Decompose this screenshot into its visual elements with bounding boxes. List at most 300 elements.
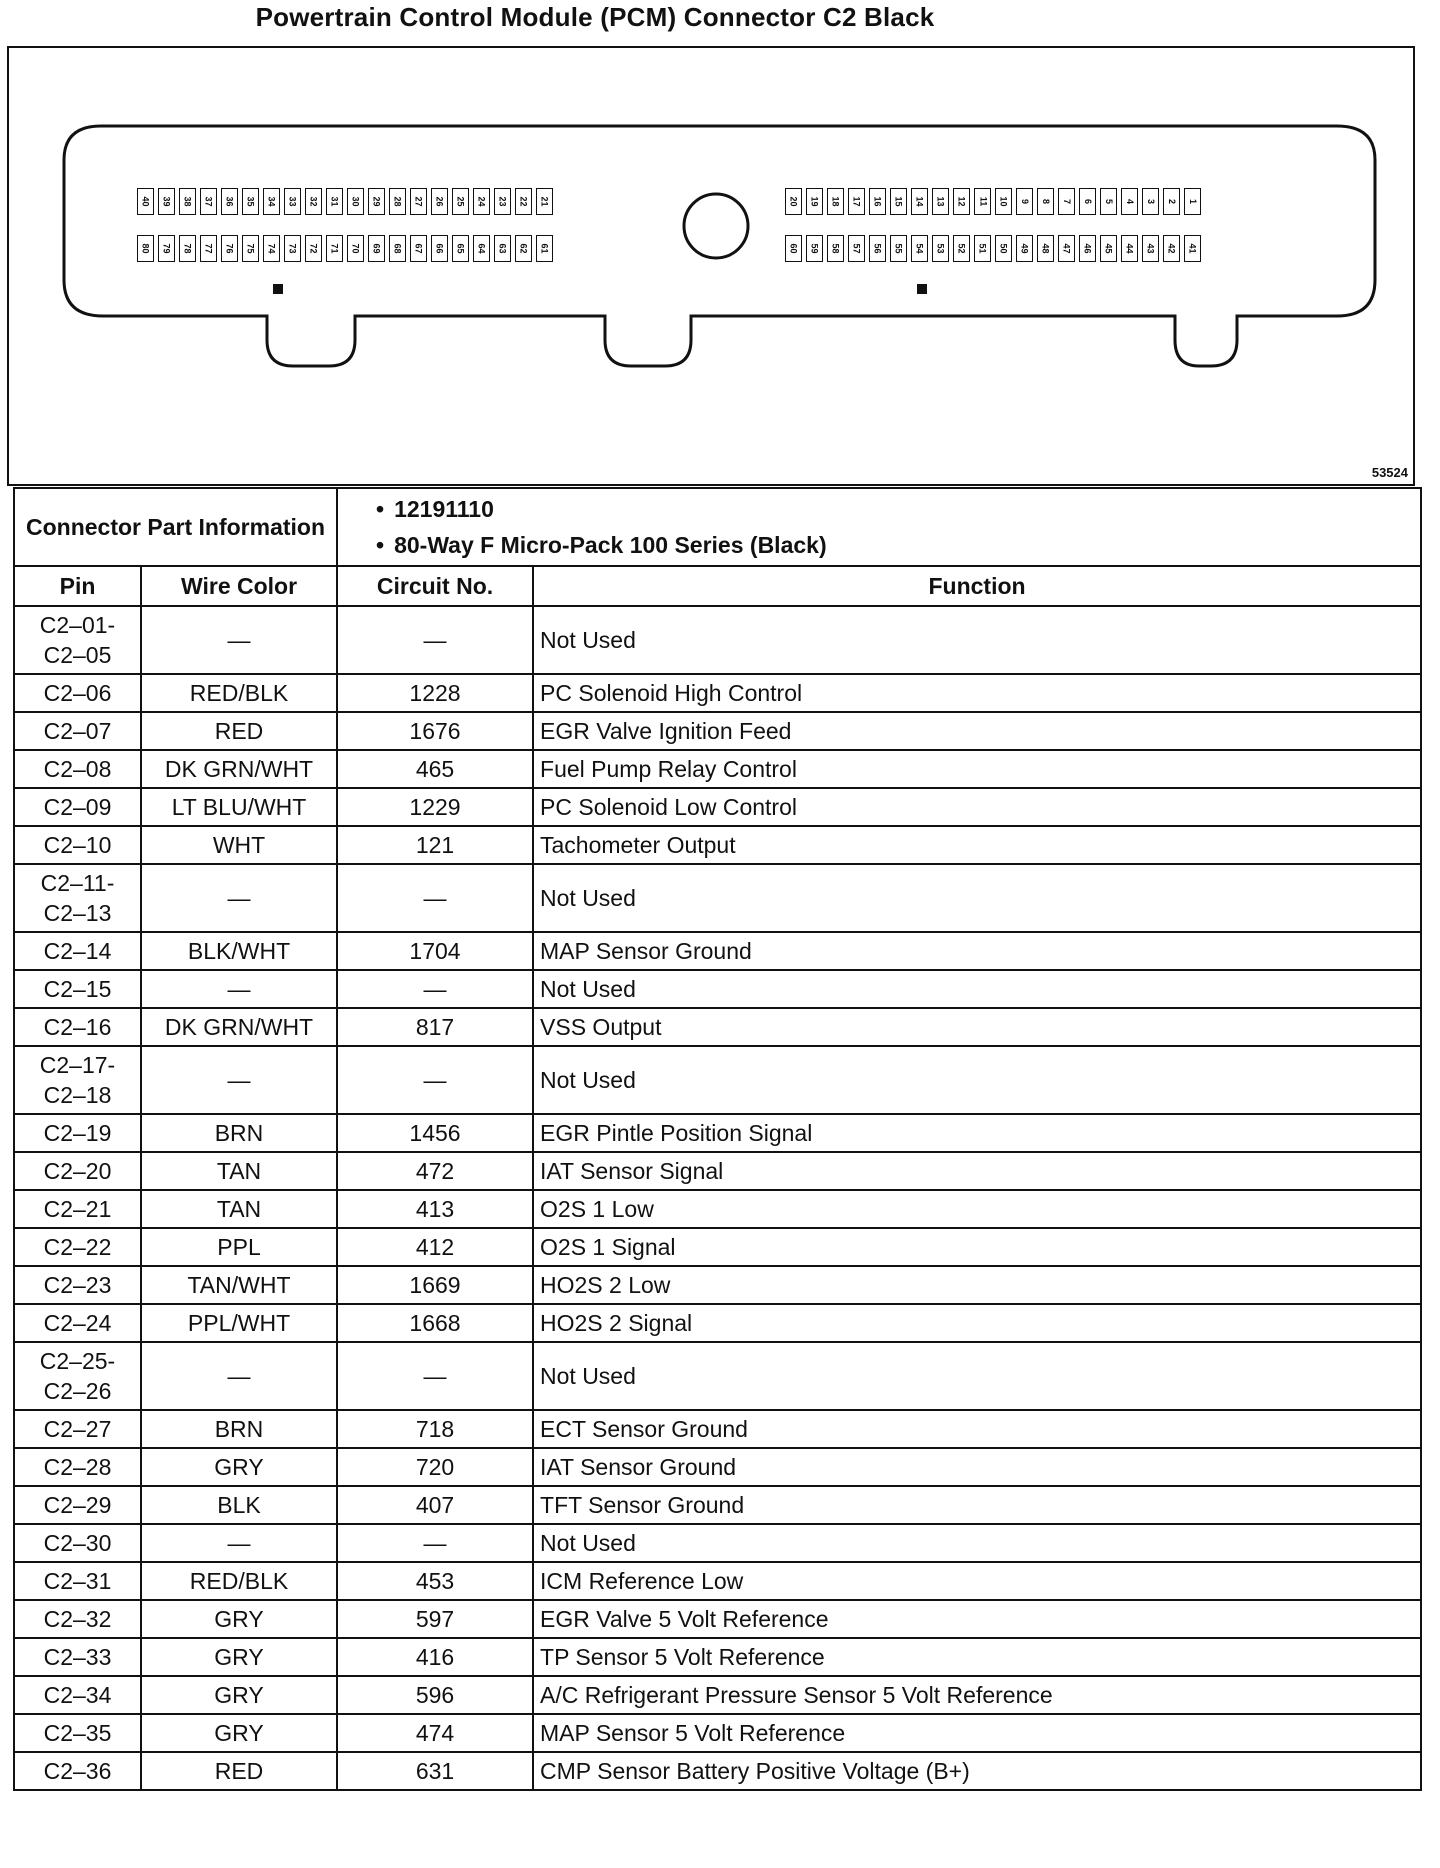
pin-cell: C2–11- C2–13 bbox=[14, 864, 141, 932]
table-row bbox=[14, 1046, 1421, 1114]
pin-cell: C2–20 bbox=[14, 1152, 141, 1190]
pin-cell: C2–19 bbox=[14, 1114, 141, 1152]
connector-pin-number: 30 bbox=[350, 196, 361, 207]
connector-pin-number: 28 bbox=[392, 196, 403, 207]
connector-pin-number: 43 bbox=[1145, 243, 1156, 254]
pin-cell: C2–30 bbox=[14, 1524, 141, 1562]
connector-pin bbox=[305, 188, 322, 215]
table-row bbox=[14, 606, 1421, 674]
circuit-cell: — bbox=[337, 864, 533, 932]
connector-pin-number: 18 bbox=[830, 196, 841, 207]
connector-pin-number: 44 bbox=[1124, 243, 1135, 254]
connector-pin bbox=[869, 235, 886, 262]
connector-pin-number: 62 bbox=[518, 243, 529, 254]
connector-pin-number: 24 bbox=[476, 196, 487, 207]
function-cell: PC Solenoid Low Control bbox=[533, 788, 1421, 826]
table-row bbox=[14, 864, 1421, 932]
connector-pin bbox=[1121, 235, 1138, 262]
connector-pin-number: 67 bbox=[413, 243, 424, 254]
circuit-cell: — bbox=[337, 1046, 533, 1114]
connector-pin-number: 31 bbox=[329, 196, 340, 207]
pin-cell: C2–09 bbox=[14, 788, 141, 826]
table-row bbox=[14, 1562, 1421, 1600]
connector-pin-number: 25 bbox=[455, 196, 466, 207]
connector-pin bbox=[263, 188, 280, 215]
connector-info-row bbox=[14, 488, 1421, 566]
connector-pin-number: 19 bbox=[809, 196, 820, 207]
connector-pin bbox=[827, 188, 844, 215]
pin-cell: C2–31 bbox=[14, 1562, 141, 1600]
circuit-cell: 1456 bbox=[337, 1114, 533, 1152]
connector-pin-number: 46 bbox=[1082, 243, 1093, 254]
connector-pin bbox=[974, 235, 991, 262]
circuit-cell: 1228 bbox=[337, 674, 533, 712]
circuit-cell: 1229 bbox=[337, 788, 533, 826]
circuit-cell: — bbox=[337, 1342, 533, 1410]
circuit-cell: 1704 bbox=[337, 932, 533, 970]
connector-pin-number: 65 bbox=[455, 243, 466, 254]
wire-color-cell: DK GRN/WHT bbox=[141, 750, 337, 788]
connector-pin-number: 60 bbox=[788, 243, 799, 254]
wire-color-cell: BLK bbox=[141, 1486, 337, 1524]
connector-pin bbox=[200, 188, 217, 215]
connector-pin bbox=[1037, 188, 1054, 215]
connector-pin-number: 29 bbox=[371, 196, 382, 207]
connector-pin bbox=[515, 188, 532, 215]
connector-pin-number: 14 bbox=[914, 196, 925, 207]
wire-color-cell: — bbox=[141, 970, 337, 1008]
connector-pin bbox=[974, 188, 991, 215]
function-cell: Not Used bbox=[533, 606, 1421, 674]
connector-pin-number: 21 bbox=[539, 196, 550, 207]
connector-pin-number: 72 bbox=[308, 243, 319, 254]
pin-row-left-top bbox=[137, 188, 553, 215]
wire-color-cell: RED bbox=[141, 1752, 337, 1790]
connector-pin bbox=[410, 235, 427, 262]
connector-pin bbox=[473, 235, 490, 262]
connector-pin bbox=[515, 235, 532, 262]
pin-cell: C2–08 bbox=[14, 750, 141, 788]
connector-pin bbox=[785, 235, 802, 262]
connector-pin bbox=[368, 235, 385, 262]
connector-pin-number: 52 bbox=[956, 243, 967, 254]
connector-pin bbox=[1163, 235, 1180, 262]
pin-cell: C2–34 bbox=[14, 1676, 141, 1714]
table-row bbox=[14, 1676, 1421, 1714]
circuit-cell: 453 bbox=[337, 1562, 533, 1600]
connector-pin-number: 56 bbox=[872, 243, 883, 254]
pin-row-left-bottom bbox=[137, 235, 553, 262]
connector-pin bbox=[1016, 235, 1033, 262]
circuit-cell: 412 bbox=[337, 1228, 533, 1266]
table-row bbox=[14, 1752, 1421, 1790]
connector-pin bbox=[536, 235, 553, 262]
pin-cell: C2–10 bbox=[14, 826, 141, 864]
connector-pin-number: 47 bbox=[1061, 243, 1072, 254]
circuit-cell: 596 bbox=[337, 1676, 533, 1714]
connector-pin bbox=[848, 235, 865, 262]
circuit-cell: 1668 bbox=[337, 1304, 533, 1342]
connector-pin bbox=[890, 235, 907, 262]
connector-pin-number: 57 bbox=[851, 243, 862, 254]
circuit-cell: 817 bbox=[337, 1008, 533, 1046]
connector-pin-number: 27 bbox=[413, 196, 424, 207]
connector-pin bbox=[431, 235, 448, 262]
circuit-cell: — bbox=[337, 970, 533, 1008]
connector-pin bbox=[221, 235, 238, 262]
connector-pin-number: 35 bbox=[245, 196, 256, 207]
table-row bbox=[14, 970, 1421, 1008]
table-row bbox=[14, 1638, 1421, 1676]
connector-pin-number: 6 bbox=[1082, 198, 1093, 205]
connector-info-values bbox=[337, 488, 1421, 566]
function-cell: A/C Refrigerant Pressure Sensor 5 Volt Reference bbox=[533, 1676, 1421, 1714]
connector-pin-number: 51 bbox=[977, 243, 988, 254]
connector-pin bbox=[911, 188, 928, 215]
wire-color-cell: GRY bbox=[141, 1638, 337, 1676]
connector-pin bbox=[179, 235, 196, 262]
connector-pin-number: 64 bbox=[476, 243, 487, 254]
pin-cell: C2–32 bbox=[14, 1600, 141, 1638]
connector-pin bbox=[911, 235, 928, 262]
connector-pin-number: 45 bbox=[1103, 243, 1114, 254]
table-row bbox=[14, 826, 1421, 864]
pin-row-right-top bbox=[785, 188, 1201, 215]
connector-pin-number: 11 bbox=[977, 196, 988, 207]
table-row bbox=[14, 712, 1421, 750]
connector-pin bbox=[932, 188, 949, 215]
function-cell: IAT Sensor Ground bbox=[533, 1448, 1421, 1486]
wire-color-cell: — bbox=[141, 864, 337, 932]
connector-pin-number: 58 bbox=[830, 243, 841, 254]
connector-pin-number: 2 bbox=[1166, 198, 1177, 205]
connector-pin-number: 39 bbox=[161, 196, 172, 207]
connector-pin-number: 50 bbox=[998, 243, 1009, 254]
function-cell: Fuel Pump Relay Control bbox=[533, 750, 1421, 788]
connector-pin bbox=[389, 235, 406, 262]
wire-color-cell: LT BLU/WHT bbox=[141, 788, 337, 826]
header-function: Function bbox=[533, 566, 1421, 606]
connector-pin bbox=[806, 235, 823, 262]
function-cell: Not Used bbox=[533, 970, 1421, 1008]
connector-pin-number: 49 bbox=[1019, 243, 1030, 254]
connector-pin-number: 41 bbox=[1187, 243, 1198, 254]
function-cell: HO2S 2 Signal bbox=[533, 1304, 1421, 1342]
circuit-cell: 413 bbox=[337, 1190, 533, 1228]
connector-pin-number: 74 bbox=[266, 243, 277, 254]
connector-pin-number: 23 bbox=[497, 196, 508, 207]
connector-pin bbox=[221, 188, 238, 215]
connector-pin bbox=[932, 235, 949, 262]
connector-pin bbox=[1184, 188, 1201, 215]
pinout-table bbox=[13, 487, 1422, 1791]
connector-pin bbox=[827, 235, 844, 262]
pin-cell: C2–06 bbox=[14, 674, 141, 712]
function-cell: Tachometer Output bbox=[533, 826, 1421, 864]
header-wire-color: Wire Color bbox=[141, 566, 337, 606]
connector-pin-number: 5 bbox=[1103, 198, 1114, 205]
circuit-cell: 416 bbox=[337, 1638, 533, 1676]
connector-pin bbox=[848, 188, 865, 215]
key-mark-right bbox=[917, 284, 927, 294]
figure-id: 53524 bbox=[1371, 465, 1408, 480]
connector-pin-number: 4 bbox=[1124, 198, 1135, 205]
table-row bbox=[14, 1410, 1421, 1448]
table-row bbox=[14, 1152, 1421, 1190]
connector-pin-number: 61 bbox=[539, 243, 550, 254]
wire-color-cell: BRN bbox=[141, 1114, 337, 1152]
wire-color-cell: TAN bbox=[141, 1190, 337, 1228]
connector-part-number: • 12191110 bbox=[376, 491, 1416, 527]
wire-color-cell: TAN/WHT bbox=[141, 1266, 337, 1304]
connector-pin-number: 75 bbox=[245, 243, 256, 254]
connector-pin bbox=[1058, 235, 1075, 262]
circuit-cell: 121 bbox=[337, 826, 533, 864]
connector-pin-number: 7 bbox=[1061, 198, 1072, 205]
connector-pin bbox=[869, 188, 886, 215]
wire-color-cell: GRY bbox=[141, 1600, 337, 1638]
connector-pin bbox=[347, 235, 364, 262]
pin-cell: C2–14 bbox=[14, 932, 141, 970]
connector-pin bbox=[1079, 235, 1096, 262]
table-row bbox=[14, 1228, 1421, 1266]
table-row bbox=[14, 1190, 1421, 1228]
connector-pin-number: 71 bbox=[329, 243, 340, 254]
table-row bbox=[14, 1342, 1421, 1410]
connector-alignment-circle bbox=[684, 194, 748, 258]
connector-pin-number: 54 bbox=[914, 243, 925, 254]
pin-cell: C2–28 bbox=[14, 1448, 141, 1486]
circuit-cell: 718 bbox=[337, 1410, 533, 1448]
table-row bbox=[14, 674, 1421, 712]
function-cell: Not Used bbox=[533, 1342, 1421, 1410]
connector-pin bbox=[179, 188, 196, 215]
circuit-cell: 407 bbox=[337, 1486, 533, 1524]
connector-pin-number: 36 bbox=[224, 196, 235, 207]
connector-pin bbox=[368, 188, 385, 215]
wire-color-cell: BLK/WHT bbox=[141, 932, 337, 970]
connector-pin-number: 66 bbox=[434, 243, 445, 254]
table-row bbox=[14, 1304, 1421, 1342]
connector-pin bbox=[326, 235, 343, 262]
pin-cell: C2–27 bbox=[14, 1410, 141, 1448]
circuit-cell: 465 bbox=[337, 750, 533, 788]
connector-description: • 80-Way F Micro-Pack 100 Series (Black) bbox=[376, 527, 1416, 563]
connector-pin bbox=[1142, 235, 1159, 262]
pin-cell: C2–29 bbox=[14, 1486, 141, 1524]
function-cell: MAP Sensor Ground bbox=[533, 932, 1421, 970]
pin-cell: C2–33 bbox=[14, 1638, 141, 1676]
connector-pin-number: 34 bbox=[266, 196, 277, 207]
wire-color-cell: RED bbox=[141, 712, 337, 750]
connector-pin-number: 59 bbox=[809, 243, 820, 254]
connector-pin bbox=[536, 188, 553, 215]
wire-color-cell: PPL bbox=[141, 1228, 337, 1266]
circuit-cell: 472 bbox=[337, 1152, 533, 1190]
wire-color-cell: — bbox=[141, 606, 337, 674]
table-header-row bbox=[14, 566, 1421, 606]
pin-cell: C2–15 bbox=[14, 970, 141, 1008]
wire-color-cell: GRY bbox=[141, 1676, 337, 1714]
connector-pin-number: 13 bbox=[935, 196, 946, 207]
connector-pin-number: 15 bbox=[893, 196, 904, 207]
function-cell: ICM Reference Low bbox=[533, 1562, 1421, 1600]
connector-pin-number: 3 bbox=[1145, 198, 1156, 205]
connector-pin bbox=[200, 235, 217, 262]
wire-color-cell: PPL/WHT bbox=[141, 1304, 337, 1342]
connector-outline bbox=[9, 48, 1417, 488]
connector-pin-number: 12 bbox=[956, 196, 967, 207]
pin-cell: C2–22 bbox=[14, 1228, 141, 1266]
circuit-cell: 597 bbox=[337, 1600, 533, 1638]
connector-pin-number: 80 bbox=[140, 243, 151, 254]
connector-pin bbox=[389, 188, 406, 215]
wire-color-cell: RED/BLK bbox=[141, 674, 337, 712]
connector-pin-number: 70 bbox=[350, 243, 361, 254]
connector-info-label: Connector Part Information bbox=[14, 488, 337, 566]
function-cell: Not Used bbox=[533, 1046, 1421, 1114]
connector-pin bbox=[347, 188, 364, 215]
function-cell: EGR Valve Ignition Feed bbox=[533, 712, 1421, 750]
connector-pin-number: 10 bbox=[998, 196, 1009, 207]
connector-pin bbox=[284, 235, 301, 262]
connector-pin-number: 20 bbox=[788, 196, 799, 207]
pin-cell: C2–01- C2–05 bbox=[14, 606, 141, 674]
circuit-cell: — bbox=[337, 606, 533, 674]
connector-pin bbox=[1163, 188, 1180, 215]
connector-pin bbox=[242, 188, 259, 215]
connector-pin-number: 32 bbox=[308, 196, 319, 207]
connector-pin-number: 37 bbox=[203, 196, 214, 207]
connector-pin bbox=[158, 235, 175, 262]
circuit-cell: 631 bbox=[337, 1752, 533, 1790]
function-cell: CMP Sensor Battery Positive Voltage (B+) bbox=[533, 1752, 1421, 1790]
function-cell: Not Used bbox=[533, 1524, 1421, 1562]
connector-pin bbox=[452, 188, 469, 215]
table-row bbox=[14, 1714, 1421, 1752]
pin-cell: C2–25- C2–26 bbox=[14, 1342, 141, 1410]
connector-pin bbox=[1184, 235, 1201, 262]
connector-pin bbox=[1016, 188, 1033, 215]
table-row bbox=[14, 1008, 1421, 1046]
connector-pin bbox=[1121, 188, 1138, 215]
connector-pin-number: 77 bbox=[203, 243, 214, 254]
connector-pin-number: 78 bbox=[182, 243, 193, 254]
connector-pin bbox=[305, 235, 322, 262]
connector-pin-number: 68 bbox=[392, 243, 403, 254]
connector-pin-number: 69 bbox=[371, 243, 382, 254]
connector-pin-number: 55 bbox=[893, 243, 904, 254]
table-row bbox=[14, 1524, 1421, 1562]
connector-pin bbox=[494, 235, 511, 262]
connector-pin-number: 17 bbox=[851, 196, 862, 207]
connector-pin bbox=[1037, 235, 1054, 262]
connector-pin bbox=[473, 188, 490, 215]
function-cell: O2S 1 Signal bbox=[533, 1228, 1421, 1266]
function-cell: TP Sensor 5 Volt Reference bbox=[533, 1638, 1421, 1676]
pin-row-right-bottom bbox=[785, 235, 1201, 262]
circuit-cell: 1676 bbox=[337, 712, 533, 750]
connector-pin bbox=[1100, 188, 1117, 215]
connector-pin-number: 1 bbox=[1187, 198, 1198, 205]
connector-pin bbox=[1100, 235, 1117, 262]
connector-pin-number: 8 bbox=[1040, 198, 1051, 205]
connector-pin bbox=[137, 188, 154, 215]
circuit-cell: — bbox=[337, 1524, 533, 1562]
function-cell: O2S 1 Low bbox=[533, 1190, 1421, 1228]
function-cell: MAP Sensor 5 Volt Reference bbox=[533, 1714, 1421, 1752]
connector-pin bbox=[326, 188, 343, 215]
wire-color-cell: RED/BLK bbox=[141, 1562, 337, 1600]
connector-pin bbox=[410, 188, 427, 215]
wire-color-cell: WHT bbox=[141, 826, 337, 864]
circuit-cell: 474 bbox=[337, 1714, 533, 1752]
table-row bbox=[14, 932, 1421, 970]
connector-pin-number: 76 bbox=[224, 243, 235, 254]
connector-pin bbox=[890, 188, 907, 215]
connector-pin bbox=[806, 188, 823, 215]
header-pin: Pin bbox=[14, 566, 141, 606]
connector-pin-number: 33 bbox=[287, 196, 298, 207]
pin-cell: C2–24 bbox=[14, 1304, 141, 1342]
connector-pin-number: 40 bbox=[140, 196, 151, 207]
function-cell: ECT Sensor Ground bbox=[533, 1410, 1421, 1448]
header-circuit-no: Circuit No. bbox=[337, 566, 533, 606]
pin-cell: C2–21 bbox=[14, 1190, 141, 1228]
connector-pin-number: 73 bbox=[287, 243, 298, 254]
connector-pin-number: 38 bbox=[182, 196, 193, 207]
circuit-cell: 1669 bbox=[337, 1266, 533, 1304]
wire-color-cell: TAN bbox=[141, 1152, 337, 1190]
connector-pin bbox=[284, 188, 301, 215]
connector-pin bbox=[452, 235, 469, 262]
pin-cell: C2–07 bbox=[14, 712, 141, 750]
table-row bbox=[14, 750, 1421, 788]
connector-pin-number: 9 bbox=[1019, 198, 1030, 205]
table-row bbox=[14, 1448, 1421, 1486]
pin-cell: C2–17- C2–18 bbox=[14, 1046, 141, 1114]
circuit-cell: 720 bbox=[337, 1448, 533, 1486]
table-row bbox=[14, 1266, 1421, 1304]
function-cell: EGR Valve 5 Volt Reference bbox=[533, 1600, 1421, 1638]
function-cell: TFT Sensor Ground bbox=[533, 1486, 1421, 1524]
wire-color-cell: DK GRN/WHT bbox=[141, 1008, 337, 1046]
connector-pin-number: 22 bbox=[518, 196, 529, 207]
connector-pin bbox=[953, 235, 970, 262]
connector-pin bbox=[242, 235, 259, 262]
connector-diagram bbox=[7, 46, 1415, 486]
pin-cell: C2–36 bbox=[14, 1752, 141, 1790]
wire-color-cell: — bbox=[141, 1342, 337, 1410]
pin-cell: C2–35 bbox=[14, 1714, 141, 1752]
connector-pin bbox=[1058, 188, 1075, 215]
table-row bbox=[14, 788, 1421, 826]
connector-pin bbox=[494, 188, 511, 215]
table-row bbox=[14, 1600, 1421, 1638]
connector-pin bbox=[137, 235, 154, 262]
page-title: Powertrain Control Module (PCM) Connector C2 Black bbox=[255, 2, 935, 32]
table-row bbox=[14, 1486, 1421, 1524]
function-cell: VSS Output bbox=[533, 1008, 1421, 1046]
connector-pin bbox=[1142, 188, 1159, 215]
function-cell: HO2S 2 Low bbox=[533, 1266, 1421, 1304]
pin-cell: C2–23 bbox=[14, 1266, 141, 1304]
connector-pin-number: 42 bbox=[1166, 243, 1177, 254]
connector-pin bbox=[995, 188, 1012, 215]
wire-color-cell: — bbox=[141, 1524, 337, 1562]
key-mark-left bbox=[273, 284, 283, 294]
wire-color-cell: GRY bbox=[141, 1714, 337, 1752]
